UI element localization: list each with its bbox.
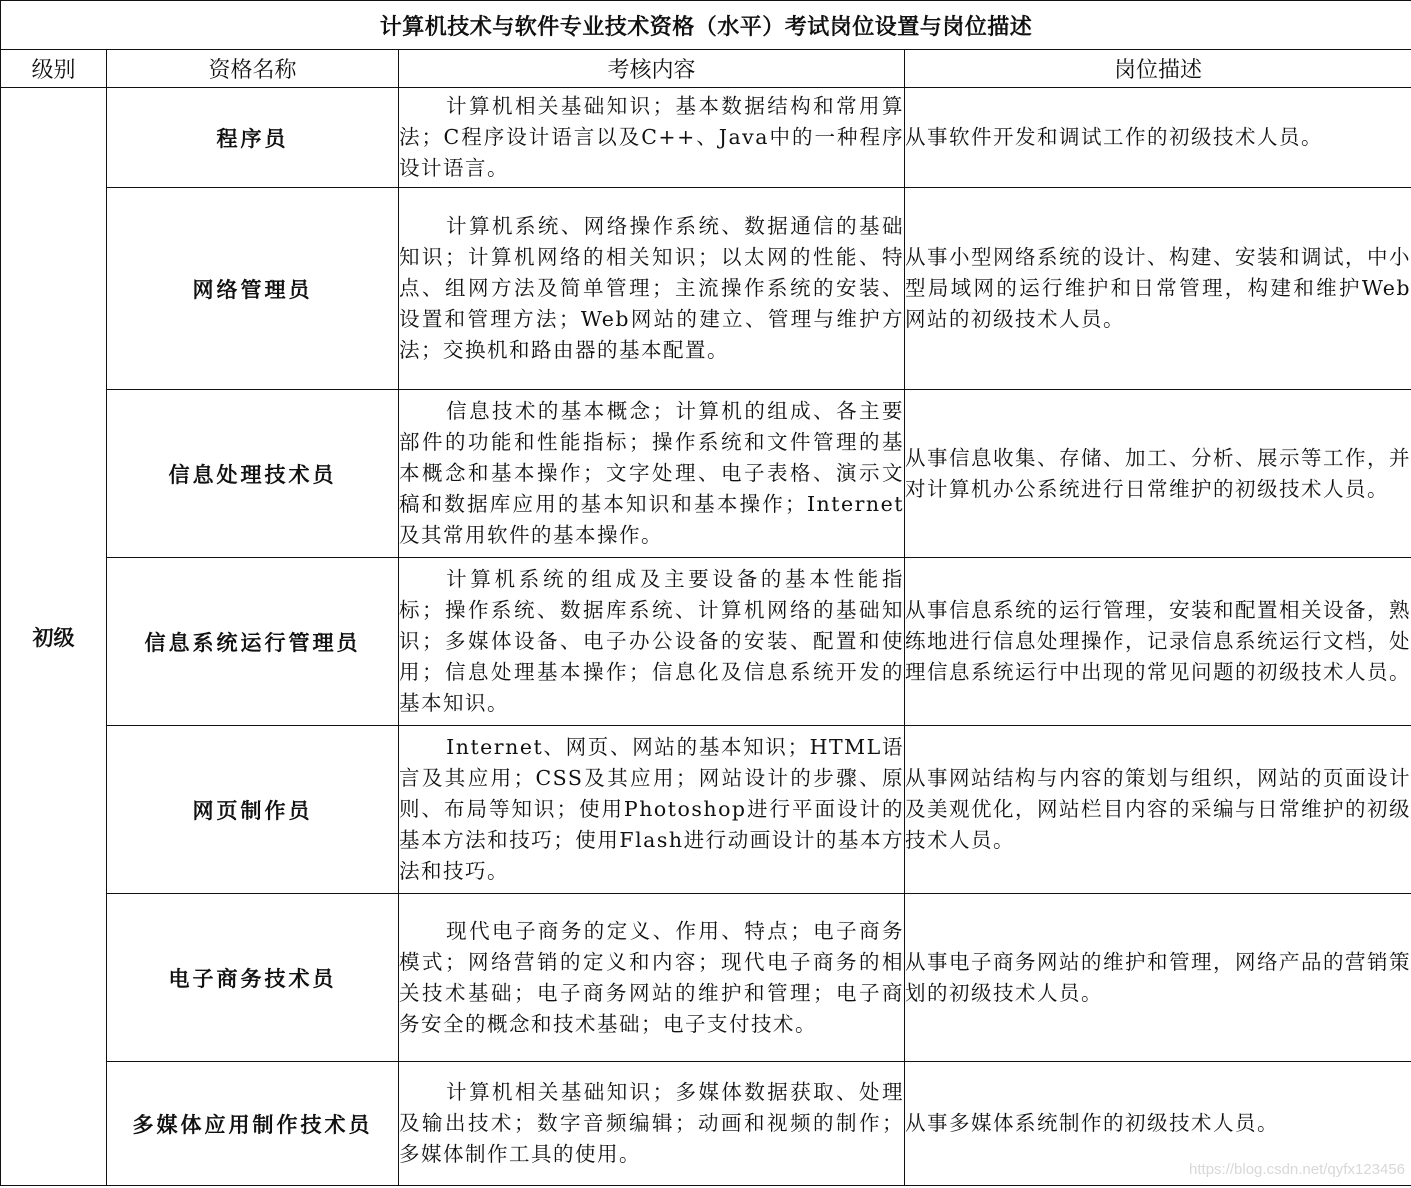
header-qualification: 资格名称 bbox=[107, 50, 399, 88]
exam-content: 计算机相关基础知识；基本数据结构和常用算法；C程序设计语言以及C++、Java中的一种程序设计语言。 bbox=[399, 88, 905, 188]
qualification-name: 电子商务技术员 bbox=[107, 894, 399, 1062]
qualification-name: 信息系统运行管理员 bbox=[107, 558, 399, 726]
job-description: 从事多媒体系统制作的初级技术人员。 bbox=[905, 1062, 1411, 1186]
job-description: 从事电子商务网站的维护和管理，网络产品的营销策划的初级技术人员。 bbox=[905, 894, 1411, 1062]
job-description: 从事信息收集、存储、加工、分析、展示等工作，并对计算机办公系统进行日常维护的初级技术人员。 bbox=[905, 390, 1411, 558]
header-level: 级别 bbox=[1, 50, 107, 88]
level-cell: 初级 bbox=[1, 88, 107, 1186]
job-description: 从事软件开发和调试工作的初级技术人员。 bbox=[905, 88, 1411, 188]
header-row bbox=[1, 50, 1411, 88]
watermark: https://blog.csdn.net/qyfx123456 bbox=[1189, 1161, 1405, 1178]
table-row bbox=[1, 726, 1411, 894]
table-row bbox=[1, 88, 1411, 188]
table-row bbox=[1, 894, 1411, 1062]
table-title: 计算机技术与软件专业技术资格（水平）考试岗位设置与岗位描述 bbox=[1, 1, 1411, 50]
job-description: 从事小型网络系统的设计、构建、安装和调试，中小型局域网的运行维护和日常管理，构建和维护Web网站的初级技术人员。 bbox=[905, 188, 1411, 390]
qualification-name: 信息处理技术员 bbox=[107, 390, 399, 558]
header-description: 岗位描述 bbox=[905, 50, 1411, 88]
exam-content: Internet、网页、网站的基本知识；HTML语言及其应用；CSS及其应用；网站设计的步骤、原则、布局等知识；使用Photoshop进行平面设计的基本方法和技巧；使用Flash进行动画设计的基本方法和技巧。 bbox=[399, 726, 905, 894]
table-row bbox=[1, 390, 1411, 558]
exam-content: 计算机相关基础知识；多媒体数据获取、处理及输出技术；数字音频编辑；动画和视频的制作；多媒体制作工具的使用。 bbox=[399, 1062, 905, 1186]
qualification-name: 网络管理员 bbox=[107, 188, 399, 390]
exam-content: 计算机系统的组成及主要设备的基本性能指标；操作系统、数据库系统、计算机网络的基础知识；多媒体设备、电子办公设备的安装、配置和使用；信息处理基本操作；信息化及信息系统开发的基本知识。 bbox=[399, 558, 905, 726]
qualification-name: 程序员 bbox=[107, 88, 399, 188]
exam-content: 信息技术的基本概念；计算机的组成、各主要部件的功能和性能指标；操作系统和文件管理的基本概念和基本操作；文字处理、电子表格、演示文稿和数据库应用的基本知识和基本操作；Internet及其常用软件的基本操作。 bbox=[399, 390, 905, 558]
exam-content: 计算机系统、网络操作系统、数据通信的基础知识；计算机网络的相关知识；以太网的性能、特点、组网方法及简单管理；主流操作系统的安装、设置和管理方法；Web网站的建立、管理与维护方法；交换机和路由器的基本配置。 bbox=[399, 188, 905, 390]
header-content: 考核内容 bbox=[399, 50, 905, 88]
qualification-name: 网页制作员 bbox=[107, 726, 399, 894]
job-description: 从事信息系统的运行管理，安装和配置相关设备，熟练地进行信息处理操作，记录信息系统运行文档，处理信息系统运行中出现的常见问题的初级技术人员。 bbox=[905, 558, 1411, 726]
table-row bbox=[1, 558, 1411, 726]
job-description: 从事网站结构与内容的策划与组织，网站的页面设计及美观优化，网站栏目内容的采编与日常维护的初级技术人员。 bbox=[905, 726, 1411, 894]
table-row bbox=[1, 188, 1411, 390]
exam-content: 现代电子商务的定义、作用、特点；电子商务模式；网络营销的定义和内容；现代电子商务的相关技术基础；电子商务网站的维护和管理；电子商务安全的概念和技术基础；电子支付技术。 bbox=[399, 894, 905, 1062]
qualification-name: 多媒体应用制作技术员 bbox=[107, 1062, 399, 1186]
title-row bbox=[1, 1, 1411, 50]
